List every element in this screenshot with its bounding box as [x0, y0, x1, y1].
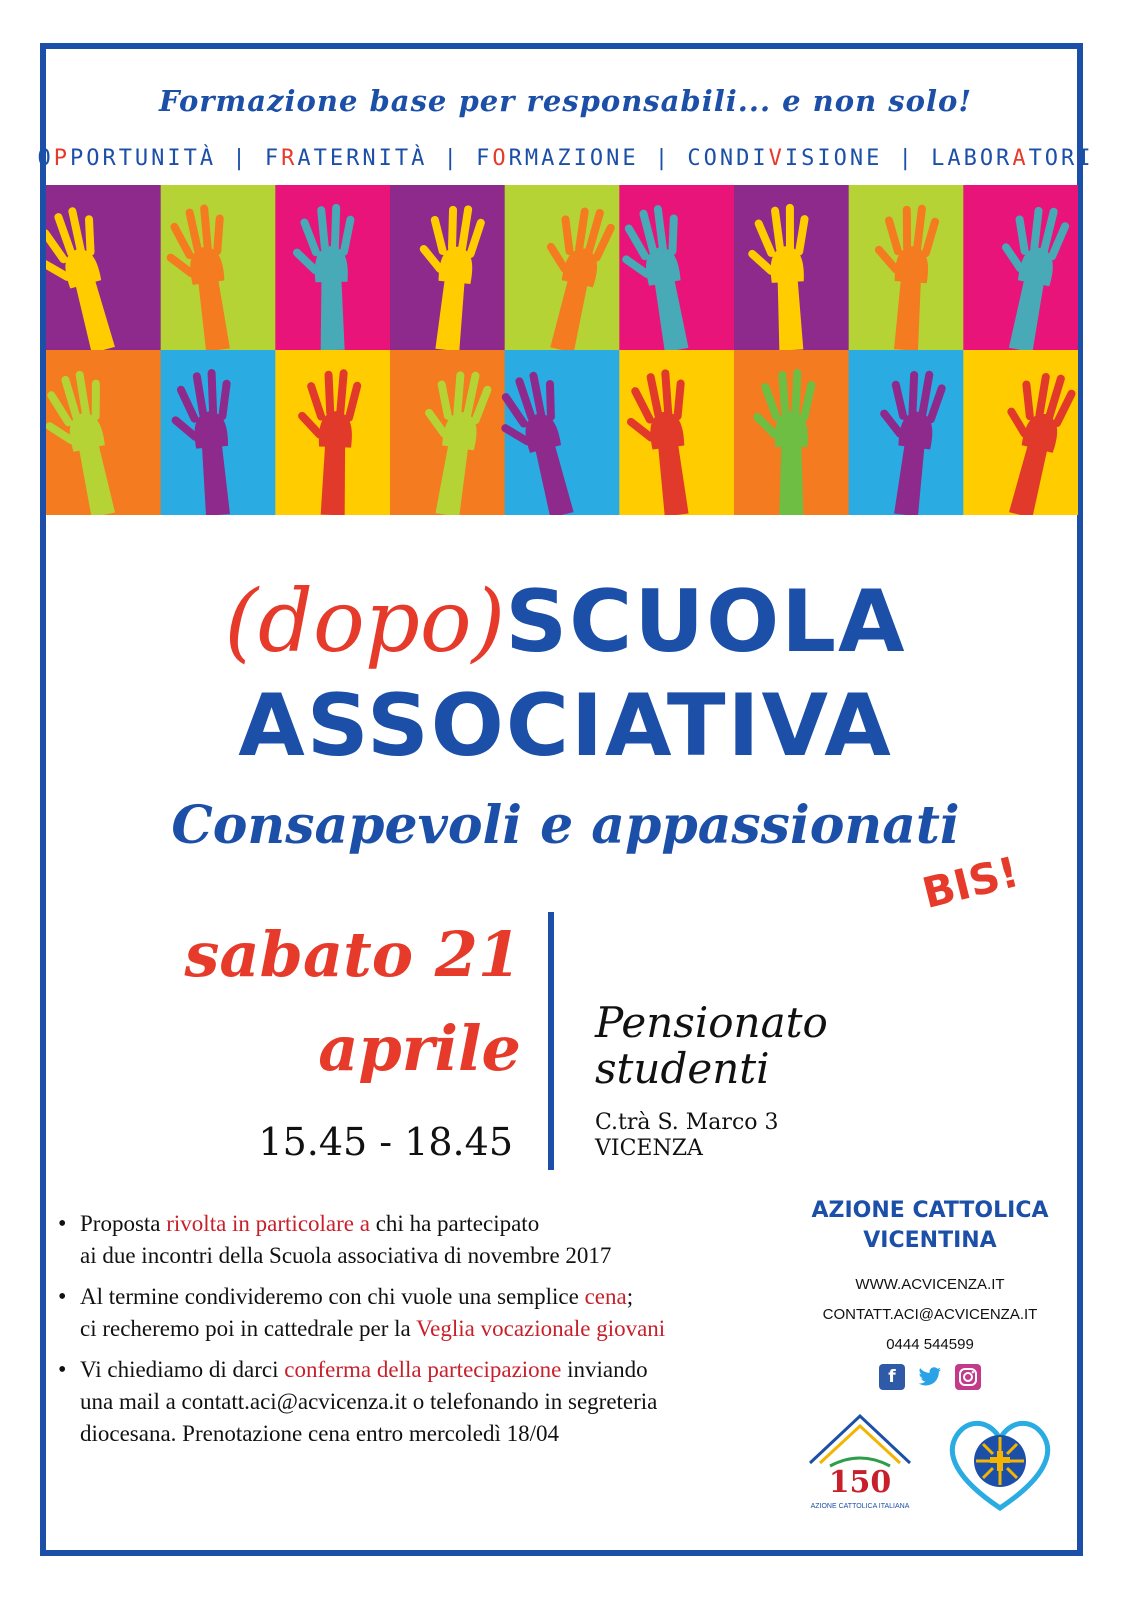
- org-name-line-2: VICENTINA: [863, 1228, 997, 1253]
- svg-text:AZIONE CATTOLICA ITALIANA: AZIONE CATTOLICA ITALIANA: [810, 1503, 910, 1510]
- address-line-1: C.trà S. Marco 3: [595, 1110, 779, 1135]
- bullet-item: • Vi chiediamo di darci conferma della partecipazione inviando una mail a contatt.aci@acvicenza.it o telefonando in segreteria diocesana. Prenotazione cena entro mercoledì 18/04: [52, 1354, 822, 1450]
- raised-hands-banner: [46, 185, 1078, 515]
- svg-text:150: 150: [828, 1465, 892, 1500]
- instagram-icon[interactable]: [955, 1364, 981, 1390]
- event-address: [595, 1110, 779, 1162]
- event-day: sabato 21: [184, 918, 521, 991]
- 150-anniversary-logo: [810, 1416, 910, 1510]
- address-line-2: VICENZA: [595, 1136, 703, 1161]
- twitter-icon[interactable]: [917, 1364, 943, 1390]
- org-phone: 0444 544599: [886, 1336, 974, 1353]
- title-line-2: ASSOCIATIVA: [238, 676, 893, 776]
- title-prefix: (dopo): [224, 572, 506, 672]
- azione-cattolica-heart-logo: [952, 1423, 1047, 1508]
- subtitle: Consapevoli e appassionati: [171, 795, 960, 856]
- keyword-separator: |: [232, 146, 249, 171]
- info-bullets: [52, 1208, 822, 1459]
- divider-line: [548, 912, 554, 1170]
- logos: [800, 1408, 1060, 1518]
- tagline: Formazione base per responsabili... e non solo!: [158, 84, 973, 118]
- venue-line-2: studenti: [595, 1044, 770, 1093]
- keywords-strip: [0, 146, 1131, 171]
- keyword-separator: |: [443, 146, 460, 171]
- facebook-icon[interactable]: f: [879, 1364, 905, 1390]
- title-line-1: [0, 572, 1131, 672]
- organization-block: [800, 1196, 1060, 1390]
- title-scuola: SCUOLA: [505, 572, 907, 672]
- bis-badge: BIS!: [917, 846, 1024, 919]
- bullet-item: • Proposta rivolta in particolare a chi ha partecipato ai due incontri della Scuola associativa di novembre 2017: [52, 1208, 822, 1272]
- venue-line-1: Pensionato: [595, 998, 828, 1047]
- keyword-fraternita: FRATERNITÀ: [264, 146, 428, 171]
- keyword-opportunita: OPPORTUNITÀ: [37, 146, 217, 171]
- keyword-separator: |: [654, 146, 672, 171]
- org-website[interactable]: WWW.ACVICENZA.IT: [855, 1276, 1005, 1293]
- event-venue: [595, 1000, 828, 1092]
- bullet-item: • Al termine condivideremo con chi vuole una semplice cena; ci recheremo poi in cattedrale per la Veglia vocazionale giovani: [52, 1281, 822, 1345]
- event-month: aprile: [318, 1012, 521, 1085]
- keyword-formazione: FORMAZIONE: [476, 146, 639, 171]
- keyword-separator: |: [898, 146, 915, 171]
- org-email[interactable]: CONTATT.ACI@ACVICENZA.IT: [822, 1306, 1038, 1323]
- event-time: 15.45 - 18.45: [258, 1120, 513, 1164]
- social-icons: [800, 1364, 1060, 1390]
- org-name-line-1: AZIONE CATTOLICA: [811, 1198, 1049, 1223]
- keyword-condivisione: CONDIVISIONE: [687, 146, 883, 171]
- keyword-laboratori: LABORATORI: [931, 146, 1094, 171]
